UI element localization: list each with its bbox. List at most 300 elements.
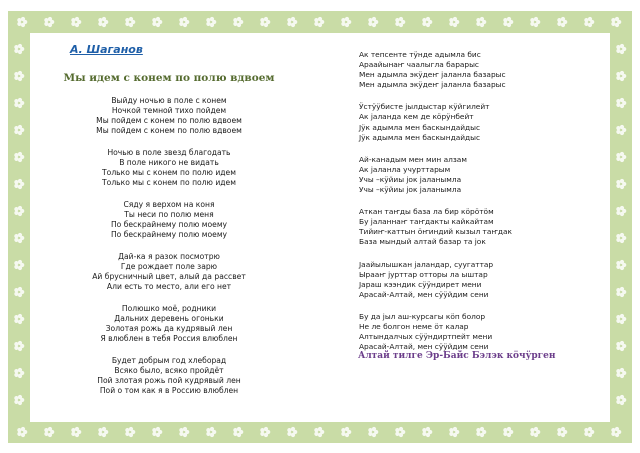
flower-petal [480,17,484,21]
flower-petal [395,428,399,432]
flower-petal [422,428,426,432]
flower-petal [611,432,615,436]
flower-petal [233,22,237,26]
flower-petal [341,18,345,22]
flower-petal [14,184,18,188]
flower-petal [453,433,457,437]
flower-petal [129,433,133,437]
flower-petal [449,22,453,26]
poem-line: По бескрайнему полю моему [110,220,228,229]
flower-petal [125,18,129,22]
flower-petal [449,428,453,432]
flower-petal [620,206,624,210]
flower-petal [620,131,624,135]
flower-petal [18,266,22,270]
flower-petal [102,433,106,437]
flower-petal [588,427,592,431]
translation-stanza [359,50,559,90]
flower-petal [14,153,18,157]
flower-petal [620,401,624,405]
translation-line: Ай-канадым мен мин алзам [359,154,467,164]
flower-petal [291,427,295,431]
altai-translation [359,50,559,364]
flower-petal [48,17,52,21]
translation-line: Аткан таҥды база ла бир кӧрӧтӧм [359,207,494,217]
poem-line: Ай брусничный цвет, алый да рассвет [92,272,246,281]
flower-petal [620,77,624,81]
flower-petal [102,427,106,431]
flower-petal [476,22,480,26]
flower-petal [98,432,102,436]
flower-petal [314,18,318,22]
flower-petal [102,17,106,21]
flower-petal [616,211,620,215]
flower-petal [18,212,22,216]
flower-petal [620,293,624,297]
flower-petal [616,292,620,296]
flower-petal [620,260,624,264]
flower-petal [557,18,561,22]
flower-petal [210,427,214,431]
flower-petal [616,103,620,107]
translation-line: Мен адымла экӱдеҥ јаланла базарыс [359,70,506,80]
flower-petal [620,125,624,129]
flower-petal [620,266,624,270]
flower-petal [18,287,22,291]
flower-petal [615,17,619,21]
flower-petal [71,428,75,432]
flower-petal [453,23,457,27]
flower-petal [620,368,624,372]
poem-line: Ты неси по полю меня [124,210,214,219]
flower-petal [18,152,22,156]
flower-petal [422,18,426,22]
flower-petal [44,432,48,436]
flower-petal [233,18,237,22]
poem-line: Сяду я верхом на коня [123,200,215,209]
russian-poem [60,96,278,408]
flower-petal [18,233,22,237]
flower-petal [341,428,345,432]
flower-petal [14,99,18,103]
flower-petal [18,395,22,399]
flower-petal [18,206,22,210]
flower-petal [620,320,624,324]
flower-petal [620,233,624,237]
flower-petal [615,433,619,437]
flower-petal [530,22,534,26]
flower-petal [620,152,624,156]
poem-line: Ночкой темной тихо пойдем [111,106,227,115]
flower-petal [14,342,18,346]
flower-petal [14,346,18,350]
flower-petal [18,179,22,183]
poem-line: По бескрайнему полю моему [110,230,228,239]
flower-petal [616,315,620,319]
flower-petal [18,320,22,324]
flower-petal [264,433,268,437]
flower-petal [14,234,18,238]
flower-petal [588,23,592,27]
flower-petal [480,427,484,431]
flower-petal [75,433,79,437]
flower-petal [18,98,22,102]
flower-petal [368,18,372,22]
poem-line: В поле никого не видать [119,158,219,167]
flower-petal [372,17,376,21]
flower-petal [530,432,534,436]
flower-petal [18,401,22,405]
flower-petal [507,23,511,27]
poem-line: Я влюблен в тебя Россия влюблен [100,334,238,343]
flower-petal [345,427,349,431]
translation-stanza [359,155,559,195]
translation-line: Бу да јыл аш-курсагы кӧп болор [359,311,486,321]
flower-petal [179,432,183,436]
flower-petal [17,428,21,432]
flower-petal [14,72,18,76]
flower-petal [534,433,538,437]
flower-petal [233,428,237,432]
flower-petal [18,77,22,81]
flower-petal [75,17,79,21]
flower-petal [399,427,403,431]
translation-line: Бу јаланнаҥ таҥдакты кайкайтам [359,217,494,227]
translation-stanza [359,102,559,142]
flower-petal [616,180,620,184]
flower-petal [368,432,372,436]
flower-petal [616,234,620,238]
translation-line: Ак јаланда кем де кӧрӱнбейт [359,112,474,122]
flower-petal [615,427,619,431]
flower-petal [534,23,538,27]
translation-stanza [359,260,559,300]
flower-petal [18,158,22,162]
flower-petal [44,18,48,22]
flower-petal [615,23,619,27]
translation-line: Мен адымла экӱдеҥ јаланла базарыс [359,80,506,90]
flower-petal [345,23,349,27]
flower-petal [422,22,426,26]
flower-petal [620,44,624,48]
flower-petal [616,45,620,49]
flower-petal [14,396,18,400]
flower-petal [18,347,22,351]
translation-stanza [359,207,559,247]
flower-petal [476,428,480,432]
flower-petal [18,104,22,108]
flower-petal [125,428,129,432]
flower-petal [620,179,624,183]
flower-petal [14,265,18,269]
flower-petal [584,22,588,26]
flower-petal [44,428,48,432]
flower-petal [616,373,620,377]
flower-petal [152,22,156,26]
flower-petal [21,433,25,437]
flower-petal [179,18,183,22]
flower-petal [620,212,624,216]
flower-petal [48,433,52,437]
flower-petal [233,432,237,436]
flower-petal [71,432,75,436]
flower-petal [620,158,624,162]
poem-line: Полюшко моё, родники [121,304,217,313]
flower-petal [372,427,376,431]
translation-line: Ырааҥ јурттар отторы ла ыштар [359,269,488,279]
poem-line: Выйду ночью в поле с конем [111,96,227,105]
flower-petal [561,433,565,437]
translation-line: Јӱк адымла мен баскындайдыс [359,132,481,142]
flower-petal [620,71,624,75]
flower-petal [314,22,318,26]
flower-petal [129,427,133,431]
flower-petal [260,428,264,432]
flower-petal [14,207,18,211]
author-name: А. Шаганов [70,43,143,56]
flower-petal [611,22,615,26]
flower-petal [18,50,22,54]
flower-petal [449,432,453,436]
flower-petal [156,433,160,437]
flower-petal [264,427,268,431]
flower-petal [318,427,322,431]
flower-petal [237,17,241,21]
flower-petal [530,18,534,22]
flower-petal [426,427,430,431]
flower-petal [98,18,102,22]
flower-petal [44,22,48,26]
flower-petal [48,23,52,27]
flower-petal [422,432,426,436]
flower-petal [206,18,210,22]
flower-petal [237,23,241,27]
flower-petal [18,125,22,129]
translation-line: Ак јаланла учурттарым [359,164,451,174]
poem-line: Пой злотая рожь пой кудрявый лен [97,376,241,385]
flower-petal [156,427,160,431]
flower-petal [620,239,624,243]
flower-petal [98,428,102,432]
flower-petal [14,261,18,265]
translation-line: Јаайылышкан јаландар, суугаттар [359,259,494,269]
flower-petal [616,238,620,242]
flower-petal [561,23,565,27]
poem-line: Мы пойдем с конем по полю вдвоем [96,126,242,135]
flower-petal [14,315,18,319]
flower-petal [616,261,620,265]
flower-petal [264,17,268,21]
flower-petal [503,22,507,26]
flower-petal [75,427,79,431]
flower-petal [426,23,430,27]
flower-petal [14,45,18,49]
poem-line: Только мы с конем по полю идем [102,168,236,177]
flower-petal [210,23,214,27]
flower-petal [611,18,615,22]
flower-petal [368,22,372,26]
flower-petal [341,432,345,436]
flower-petal [18,260,22,264]
flower-petal [75,23,79,27]
flower-petal [616,346,620,350]
flower-petal [534,17,538,21]
poem-line: Мы пойдем с конем по полю вдвоем [96,116,242,125]
flower-petal [620,50,624,54]
poem-line: Дальних деревень огоньки [114,314,224,323]
flower-petal [14,319,18,323]
flower-petal [14,211,18,215]
translation-line: Араайынаҥ чаалыгла барарыс [359,60,480,70]
flower-petal [18,293,22,297]
flower-petal [206,22,210,26]
flower-petal [48,427,52,431]
poem-line: Всяко было, всяко пройдёт [114,366,224,375]
poem-stanza [60,304,278,344]
flower-petal [372,23,376,27]
flower-petal [616,319,620,323]
flower-petal [620,314,624,318]
flower-petal [21,23,25,27]
poem-line: Али есть то место, али его нет [106,282,232,291]
flower-petal [368,428,372,432]
flower-petal [616,400,620,404]
flower-petal [17,18,21,22]
flower-petal [14,49,18,53]
flower-petal [18,71,22,75]
translation-line: Учы –кӱйиы јок јаланымла [359,174,462,184]
poem-line: Дай-ка я разок посмотрю [118,252,220,261]
flower-petal [395,22,399,26]
flower-petal [588,17,592,21]
flower-petal [616,130,620,134]
flower-petal [125,432,129,436]
poem-stanza [60,148,278,188]
flower-petal [616,207,620,211]
flower-petal [152,428,156,432]
flower-petal [449,18,453,22]
flower-petal [71,22,75,26]
flower-petal [14,288,18,292]
flower-petal [372,433,376,437]
flower-petal [318,23,322,27]
flower-petal [291,23,295,27]
flower-petal [14,126,18,130]
flower-petal [179,428,183,432]
flower-petal [507,427,511,431]
translation-line: Арасай-Алтай, мен сӱӱйдим сени [359,342,489,352]
flower-petal [584,18,588,22]
flower-petal [287,428,291,432]
poem-line: Ночью в поле звезд благодать [107,148,231,157]
flower-petal [14,103,18,107]
flower-petal [395,432,399,436]
flower-petal [616,99,620,103]
translation-line: Алтындалчых сӱӱндиртпейт мени [359,332,493,342]
flower-petal [345,17,349,21]
translation-line: Арасай-Алтай, мен сӱӱйдим сени [359,289,489,299]
flower-petal [18,368,22,372]
flower-petal [399,17,403,21]
flower-petal [507,17,511,21]
flower-petal [18,314,22,318]
translation-line: Ӱстӱӱбисте јылдыстар кӱйгилейт [359,102,490,112]
translation-line: Учы –кӱйиы јок јаланымла [359,185,462,195]
flower-petal [616,342,620,346]
translation-line: Тийиҥ-каттын ӧҥиндий кызыл таҥдак [359,227,512,237]
flower-petal [616,265,620,269]
flower-petal [98,22,102,26]
flower-petal [156,17,160,21]
poem-line: Только мы с конем по полю идем [102,178,236,187]
poem-stanza [60,96,278,136]
flower-petal [318,433,322,437]
flower-petal [129,17,133,21]
flower-petal [206,428,210,432]
flower-petal [206,432,210,436]
poem-stanza [60,200,278,240]
flower-petal [318,17,322,21]
flower-petal [183,17,187,21]
flower-petal [616,153,620,157]
flower-petal [426,433,430,437]
flower-petal [183,427,187,431]
flower-petal [237,427,241,431]
flower-petal [102,23,106,27]
flower-petal [14,292,18,296]
flower-petal [399,433,403,437]
flower-petal [616,126,620,130]
flower-petal [18,131,22,135]
poem-line: Где рождает поле зарю [120,262,218,271]
flower-petal [287,18,291,22]
poem-stanza [60,356,278,396]
flower-petal [453,427,457,431]
flower-petal [18,341,22,345]
flower-petal [18,185,22,189]
flower-petal [584,428,588,432]
translation-line: Јӱк адымла мен баскындайдыс [359,122,481,132]
flower-petal [453,17,457,21]
flower-petal [71,18,75,22]
flower-petal [156,23,160,27]
flower-petal [14,238,18,242]
flower-petal [17,432,21,436]
flower-petal [503,432,507,436]
flower-petal [561,17,565,21]
flower-petal [620,185,624,189]
flower-petal [14,157,18,161]
flower-petal [260,18,264,22]
flower-petal [125,22,129,26]
flower-petal [183,433,187,437]
flower-petal [314,432,318,436]
flower-petal [287,22,291,26]
flower-petal [557,22,561,26]
flower-petal [616,157,620,161]
flower-petal [345,433,349,437]
flower-petal [611,428,615,432]
flower-petal [291,433,295,437]
flower-petal [620,104,624,108]
flower-petal [616,396,620,400]
flower-petal [534,427,538,431]
flower-petal [620,98,624,102]
flower-petal [18,374,22,378]
flower-petal [620,395,624,399]
flower-petal [616,49,620,53]
flower-petal [152,18,156,22]
